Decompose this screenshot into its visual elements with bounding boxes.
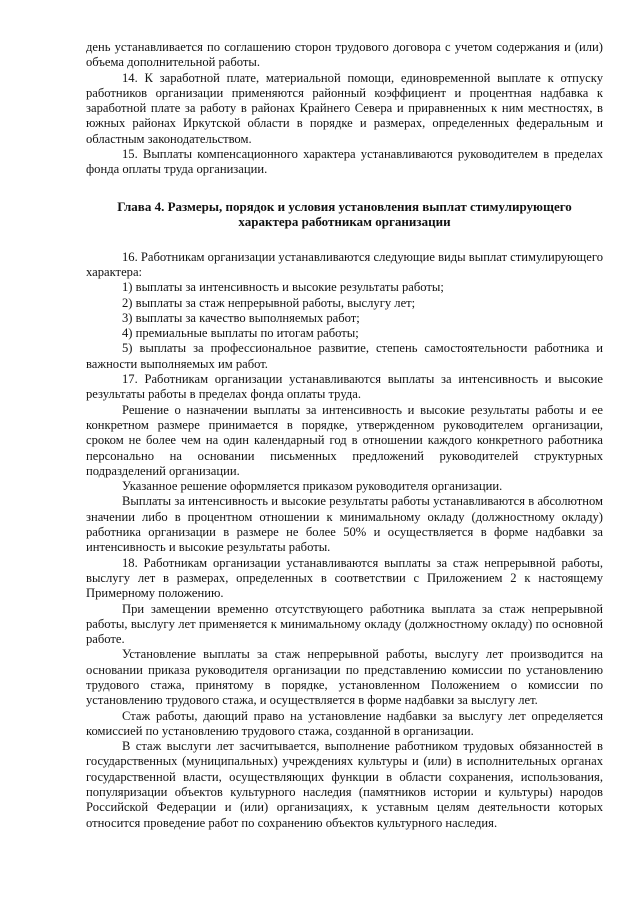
paragraph-order: Указанное решение оформляется приказом руководителя организации. (122, 479, 503, 494)
paragraph-seniority-commission: Стаж работы, дающий право на установление надбавки за выслугу лет определяется комиссией по установлению трудового стажа, созданной в организации. (86, 708, 603, 738)
paragraph-decision: Решение о назначении выплаты за интенсивность и высокие результаты работы и ее конкретном размере принимается в порядке, утвержденном руководителем организации, сроком не более чем на один календарный год в отношении каждого конкретного работника персонально на основании письменных предложений руководителей структурных подразделений организации. (86, 402, 603, 478)
list-item: 3) выплаты за качество выполняемых работ; (122, 310, 360, 325)
paragraph-item-16: 16. Работникам организации устанавливаются следующие виды выплат стимулирующего характера: (86, 249, 603, 279)
paragraph-continuation: день устанавливается по соглашению сторон трудового договора с учетом содержания и (или) объема дополнительной работы. (86, 40, 603, 70)
paragraph-item-18: 18. Работникам организации устанавливаются выплаты за стаж непрерывной работы, выслугу лет в размерах, определенных в соответствии с Приложением 2 к настоящему Примерному положению. (86, 555, 603, 601)
paragraph-substitution: При замещении временно отсутствующего работника выплата за стаж непрерывной работы, выслугу лет применяется к минимальному окладу (должностному окладу) по основной работе. (86, 601, 603, 647)
paragraph-item-17: 17. Работникам организации устанавливаются выплаты за интенсивность и высокие результаты работы в пределах фонда оплаты труда. (86, 372, 603, 402)
chapter-title: Глава 4. Размеры, порядок и условия установления выплат стимулирующего характера работникам организации (117, 198, 572, 230)
paragraph-seniority-order: Установление выплаты за стаж непрерывной работы, выслугу лет производится на основании приказа руководителя организации по представлению комиссии по установлению трудового стажа, принятому в порядке, установленном Положением о комиссии по установлению трудового стажа, и осуществляется в форме надбавки за выслугу лет. (86, 647, 603, 708)
paragraph-item-15: 15. Выплаты компенсационного характера устанавливаются руководителем в пределах фонда оплаты труда организации. (86, 147, 603, 177)
paragraph-seniority-included: В стаж выслуги лет засчитывается, выполнение работником трудовых обязанностей в государственных (муниципальных) учреждениях культуры и (или) в исполнительных органах государственной власти, осуществляющих функции в области сохранения, использования, популяризации объектов культурного наследия (памятников истории и культуры) народов Российской Федерации и (или) организациях, к уставным целям деятельности которых относится проведение работ по сохранению объектов культурного наследия. (86, 739, 603, 830)
list-item: 2) выплаты за стаж непрерывной работы, выслугу лет; (122, 295, 416, 310)
list-item: 4) премиальные выплаты по итогам работы; (122, 326, 359, 341)
list-item: 1) выплаты за интенсивность и высокие результаты работы; (122, 280, 444, 295)
list-item: 5) выплаты за профессиональное развитие, степень самостоятельности работника и важности выполняемых им работ. (86, 341, 603, 371)
paragraph-intensity-payments: Выплаты за интенсивность и высокие результаты работы устанавливаются в абсолютном значении либо в процентном отношении к минимальному окладу (должностному окладу) работника организации в размере не более 50% и осуществляется в форме надбавки за интенсивность и высокие результаты работы. (86, 494, 603, 555)
paragraph-item-14: 14. К заработной плате, материальной помощи, единовременной выплате к отпуску работников организации применяются районный коэффициент и процентная надбавка к заработной плате за работу в районах Крайнего Севера и приравненных к ним местностях, в южных районах Иркутской области в порядке и размерах, определенных федеральным и областным законодательством. (86, 70, 603, 146)
